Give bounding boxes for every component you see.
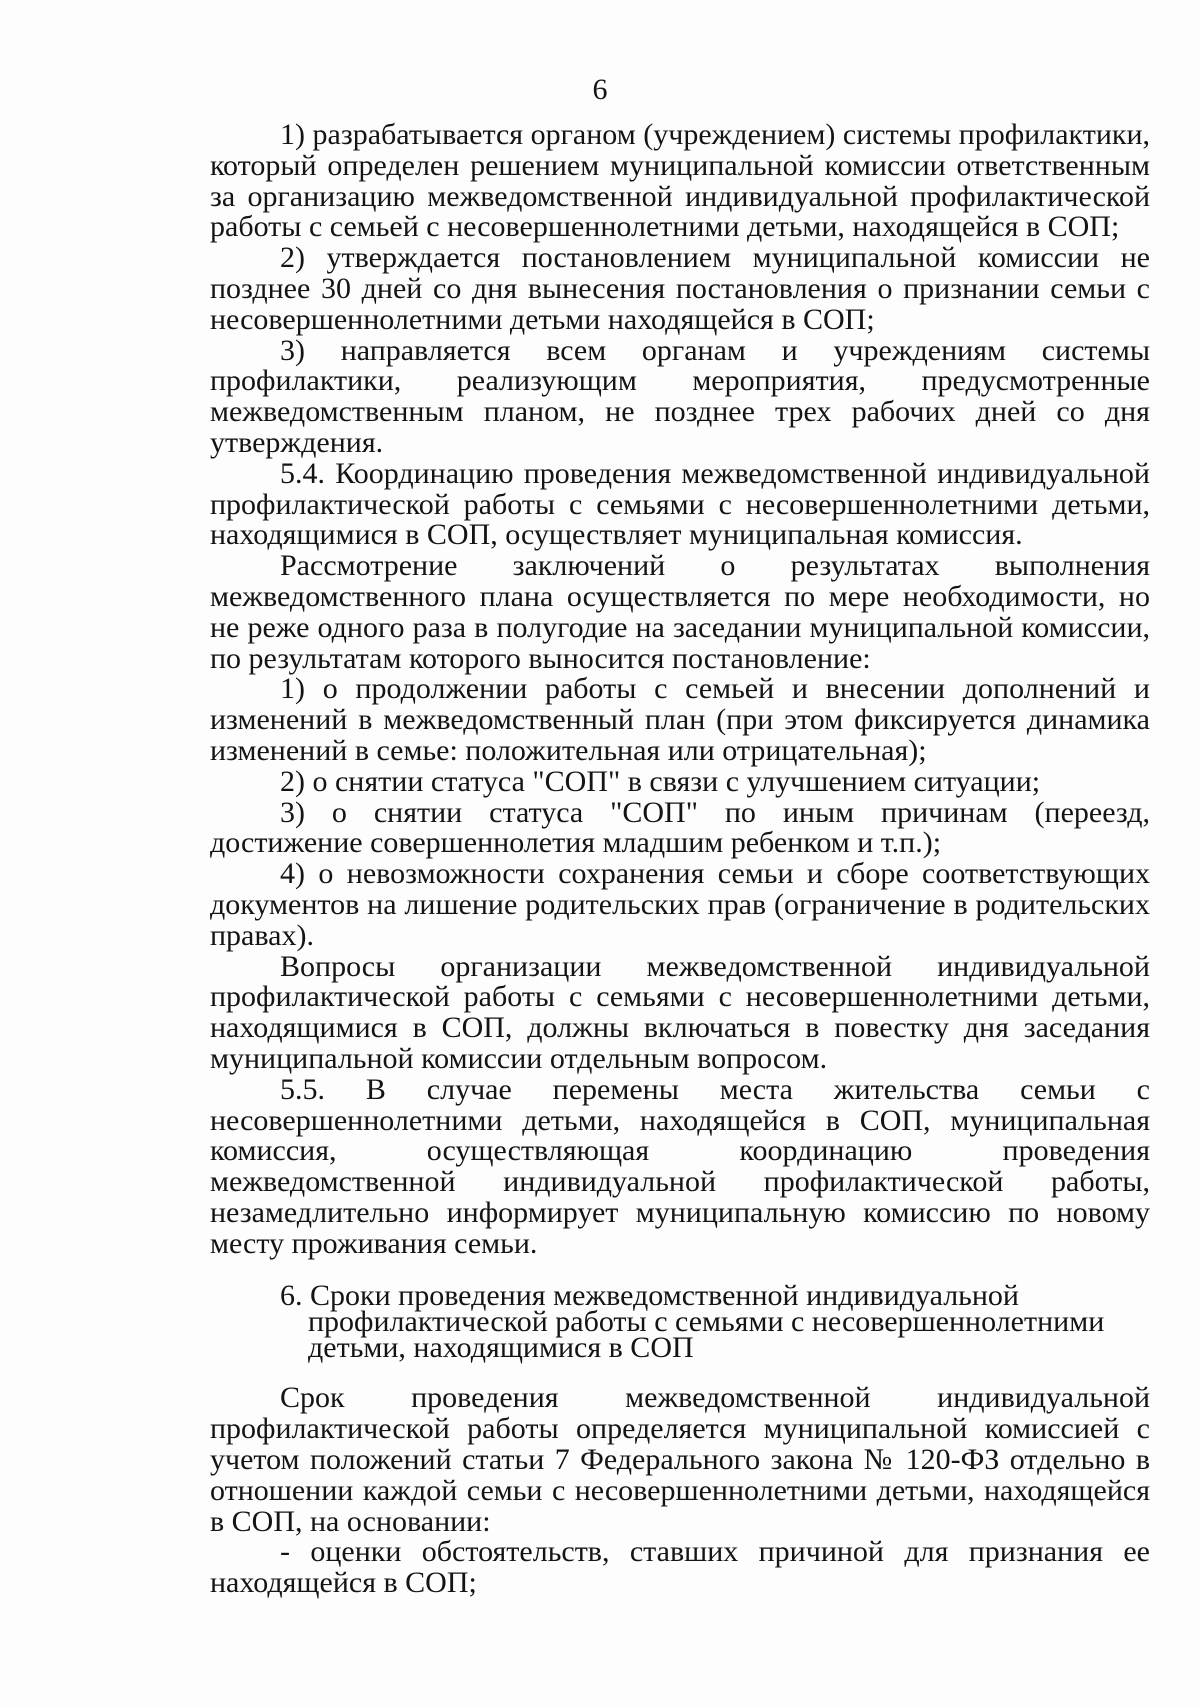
paragraph-plan-item-1: 1) разрабатывается органом (учреждением) системы профилактики, который определен решением муниципальной комиссии ответственным за организацию межведомственной индивидуальной профилактической работы с семьей с несовершеннолетними детьми, находящейся в СОП;: [210, 118, 1150, 244]
paragraph-decision-item-3: 3) о снятии статуса "СОП" по иным причинам (переезд, достижение совершеннолетия младшим ребенком и т.п.);: [210, 795, 1150, 860]
paragraph-clause-5-5: 5.5. В случае перемены места жительства семьи с несовершеннолетними детьми, находящейся в СОП, муниципальная комиссия, осуществляющая координацию проведения межведомственной индивидуальной профилактической работы, незамедлительно информирует муниципальную комиссию по новому месту проживания семьи.: [210, 1072, 1150, 1260]
paragraph-agenda-questions: Вопросы организации межведомственной индивидуальной профилактической работы с семьями с несовершеннолетними детьми, находящимися в СОП, должны включаться в повестку дня заседания муниципальной комиссии отдельным вопросом.: [210, 949, 1150, 1075]
paragraph-decision-item-2: 2) о снятии статуса "СОП" в связи с улучшением ситуации;: [280, 764, 1041, 798]
section-heading-6: 6. Сроки проведения межведомственной индивидуальной профилактической работы с семьями с несовершеннолетними детьми, находящимися в СОП: [280, 1279, 1105, 1365]
paragraph-decision-item-4: 4) о невозможности сохранения семьи и сборе соответствующих документов на лишение родительских прав (ограничение в родительских правах).: [210, 857, 1150, 952]
paragraph-clause-5-4: 5.4. Координацию проведения межведомственной индивидуальной профилактической работы с семьями с несовершеннолетними детьми, находящимися в СОП, осуществляет муниципальная комиссия.: [210, 456, 1150, 552]
page-number: 6: [592, 73, 608, 106]
paragraph-plan-item-2: 2) утверждается постановлением муниципальной комиссии не позднее 30 дней со дня вынесения постановления о признании семьи с несовершеннолетними детьми находящейся в СОП;: [210, 241, 1150, 336]
paragraph-term-basis-item: - оценки обстоятельств, ставших причиной для признания ее находящейся в СОП;: [210, 1535, 1150, 1600]
paragraph-review-conclusions: Рассмотрение заключений о результатах выполнения межведомственного плана осуществляется по мере необходимости, но не реже одного раза в полугодие на заседании муниципальной комиссии, по результатам которого выносится постановление:: [210, 549, 1150, 675]
paragraph-term-definition: Срок проведения межведомственной индивидуальной профилактической работы определяется муниципальной комиссией с учетом положений статьи 7 Федерального закона № 120-ФЗ отдельно в отношении каждой семьи с несовершеннолетними детьми, находящейся в СОП, на основании:: [210, 1381, 1150, 1538]
paragraph-decision-item-1: 1) о продолжении работы с семьей и внесении дополнений и изменений в межведомственный план (при этом фиксируется динамика изменений в семье: положительная или отрицательная);: [210, 672, 1150, 767]
paragraph-plan-item-3: 3) направляется всем органам и учреждениям системы профилактики, реализующим мероприятия, предусмотренные межведомственным планом, не позднее трех рабочих дней со дня утверждения.: [210, 333, 1150, 459]
document-body: [210, 120, 1150, 1599]
